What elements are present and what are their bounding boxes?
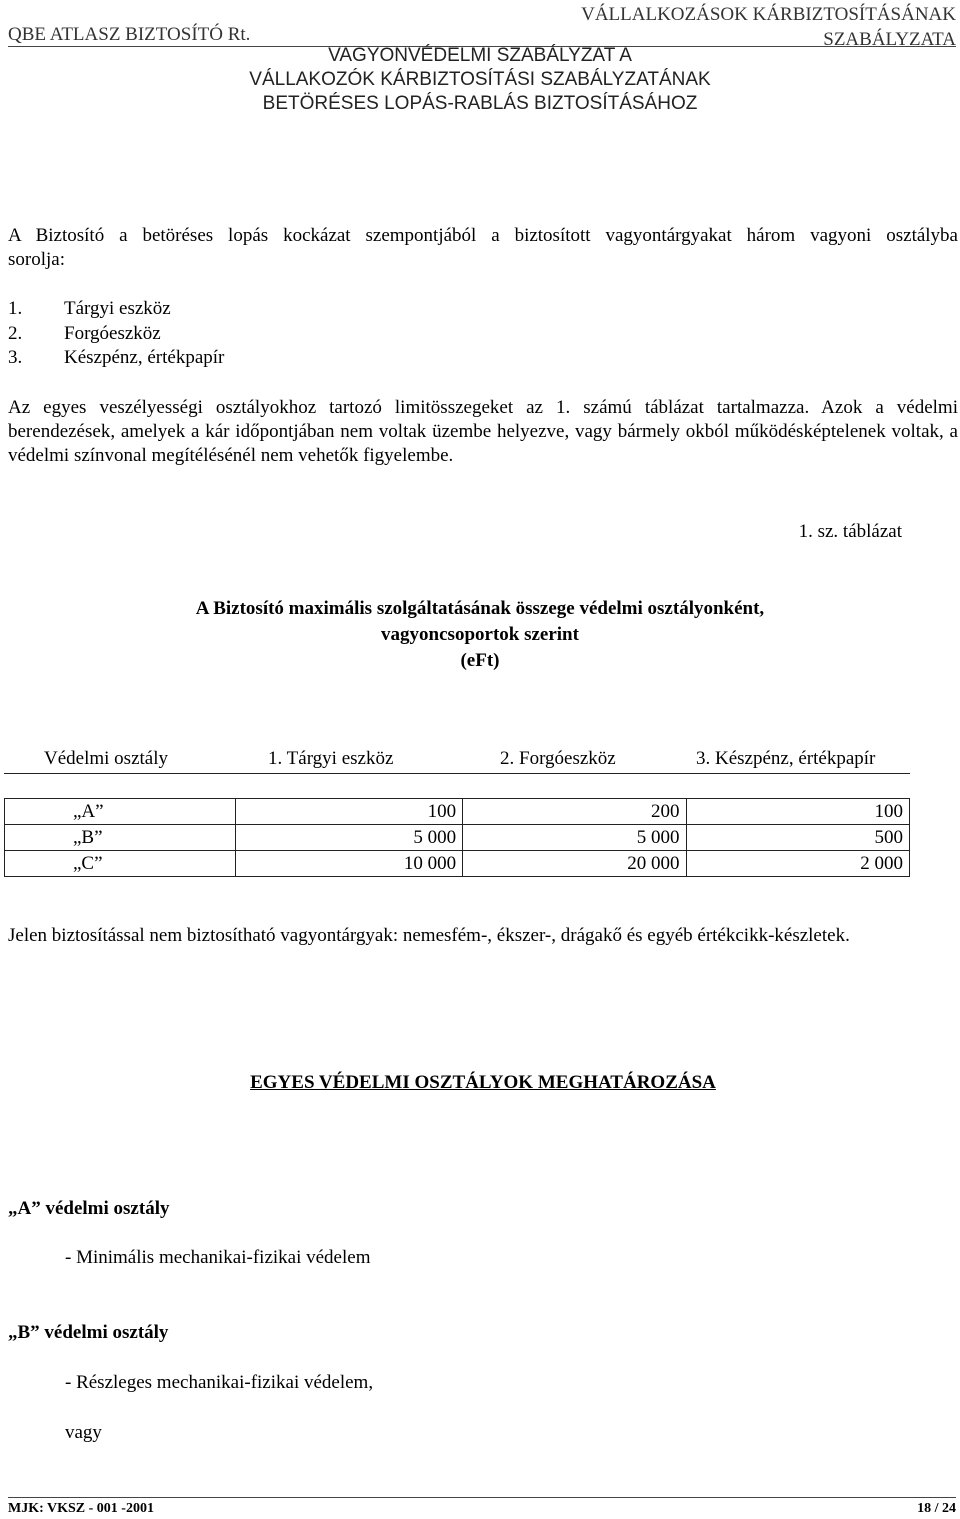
asset-class-list <box>8 297 224 371</box>
exclusions-paragraph: Jelen biztosítással nem biztosítható vagyontárgyak: nemesfém-, ékszer-, drágakő és egyéb értékcikk-készletek. <box>8 925 850 946</box>
list-item: 2. Forgóeszköz <box>8 322 161 344</box>
table-title-line-3: (eFt) <box>460 650 500 671</box>
table-cell: 500 <box>686 825 909 850</box>
table-header-cell: 2. Forgóeszköz <box>500 748 616 769</box>
table-header-row <box>4 745 910 774</box>
table-row <box>5 799 909 824</box>
table-cell: „C” <box>73 852 103 874</box>
intro-line-1: A Biztosító a betöréses lopás kockázat szempontjából a biztosított vagyontárgyakat három vagyoni osztályba <box>8 225 958 246</box>
table-cell: 200 <box>462 799 685 824</box>
table-title-line-2: vagyoncsoportok szerint <box>381 624 579 645</box>
class-b-item-or: vagy <box>65 1422 102 1443</box>
footer-doc-code: MJK: VKSZ - 001 -2001 <box>8 1501 154 1516</box>
table-row <box>5 850 909 876</box>
document-title <box>0 44 960 116</box>
class-b-title: „B” védelmi osztály <box>8 1322 169 1343</box>
table-cell: 100 <box>686 799 909 824</box>
table-title-line-1: A Biztosító maximális szolgáltatásának összege védelmi osztályonként, <box>195 598 765 619</box>
limits-paragraph: Az egyes veszélyességi osztályokhoz tartozó limitösszegeket az 1. számú táblázat tartalmazza. Azok a védelmi berendezések, amelyek a kár időpontjában nem voltak üzembe helyezve, vagy bármely okból működésképtelenek voltak, a védelmi színvonal megítélésénél nem vehetők figyelembe. <box>8 397 958 466</box>
header-doc-line2: SZABÁLYZATA <box>823 29 956 50</box>
table-cell: „B” <box>73 826 103 848</box>
header-company: QBE ATLASZ BIZTOSÍTÓ Rt. <box>8 24 251 45</box>
table-header-cell: 3. Készpénz, értékpapír <box>696 748 876 769</box>
class-a-title: „A” védelmi osztály <box>8 1198 170 1219</box>
footer-rule <box>8 1497 956 1498</box>
limits-table <box>4 745 910 877</box>
table-body <box>4 798 910 877</box>
table-cell: 20 000 <box>462 851 685 876</box>
class-a-item: - Minimális mechanikai-fizikai védelem <box>65 1247 371 1268</box>
table-cell: „A” <box>73 800 104 822</box>
list-item: 1. Tárgyi eszköz <box>8 298 171 319</box>
intro-paragraph <box>8 224 958 272</box>
table-title <box>0 596 960 674</box>
table-cell: 10 000 <box>235 851 462 876</box>
table-cell: 2 000 <box>686 851 909 876</box>
table-label: 1. sz. táblázat <box>798 521 902 542</box>
footer-page-number: 18 / 24 <box>917 1501 956 1516</box>
table-header-cell: 1. Tárgyi eszköz <box>268 748 394 769</box>
table-cell: 100 <box>235 799 462 824</box>
class-b-item: - Részleges mechanikai-fizikai védelem, <box>65 1372 374 1393</box>
title-line-2: VÁLLAKOZÓK KÁRBIZTOSÍTÁSI SZABÁLYZATÁNAK <box>249 69 711 90</box>
intro-line-2: sorolja: <box>8 249 65 270</box>
table-row <box>5 824 909 850</box>
title-line-3: BETÖRÉSES LOPÁS-RABLÁS BIZTOSÍTÁSÁHOZ <box>262 93 698 114</box>
table-header-cell: Védelmi osztály <box>44 748 168 769</box>
section-title: EGYES VÉDELMI OSZTÁLYOK MEGHATÁROZÁSA <box>250 1072 716 1093</box>
title-line-1: VAGYONVÉDELMI SZABÁLYZAT A <box>328 45 632 66</box>
header-doc-line1: VÁLLALKOZÁSOK KÁRBIZTOSÍTÁSÁNAK <box>581 4 956 25</box>
table-cell: 5 000 <box>235 825 462 850</box>
list-item: 3. Készpénz, értékpapír <box>8 347 225 368</box>
table-cell: 5 000 <box>462 825 685 850</box>
